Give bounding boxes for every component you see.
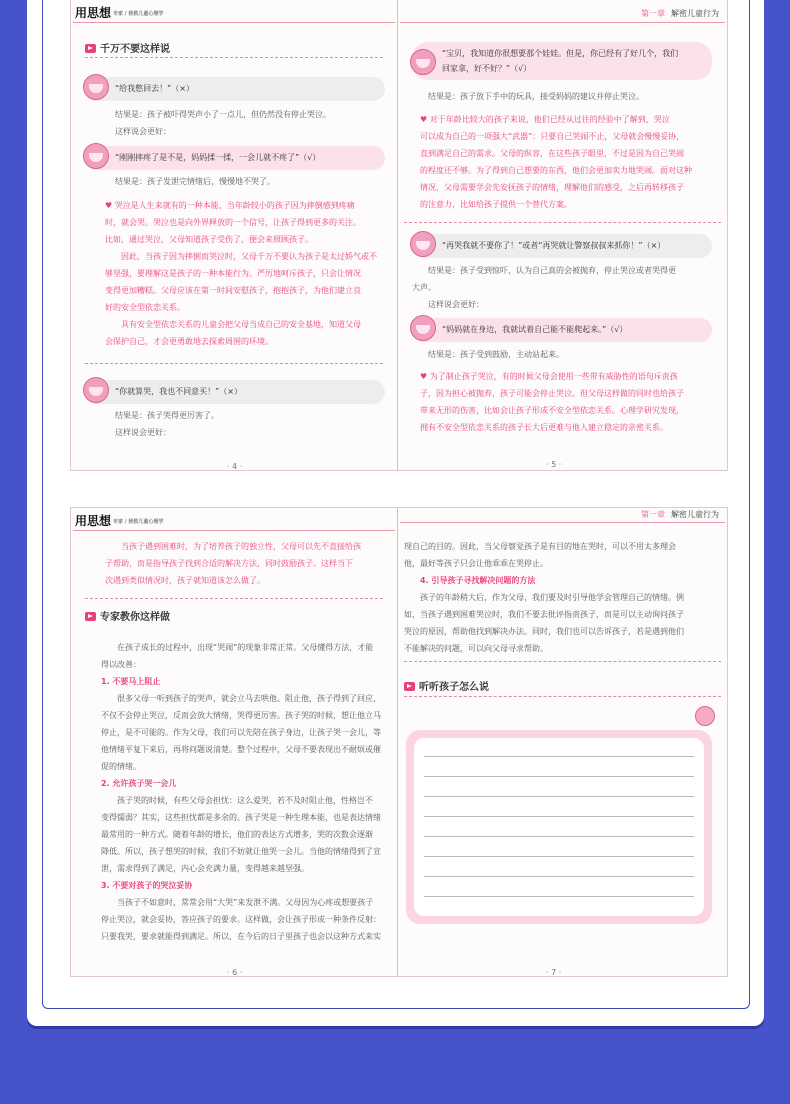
- child-face-icon: [83, 143, 109, 169]
- quote-bubble: “刚刚摔疼了是不是，妈妈揉一揉，一会儿就不疼了”（√）: [85, 146, 385, 170]
- divider: [85, 598, 383, 599]
- child-doodle-icon: [695, 706, 715, 726]
- divider: [404, 222, 721, 223]
- header-rule: [73, 22, 395, 23]
- heart-icon: ♥: [420, 115, 428, 124]
- intro-paragraph: 当孩子遇到困难时，为了培养孩子的独立性，父母可以先不直接给孩 子帮助，而是指导孩子找到合适的解决方法，同时鼓励孩子。这样当下 次遇到类似情况时，孩子就知道该怎么做了。: [105, 542, 361, 585]
- divider: [85, 363, 383, 364]
- subheading: 4. 引导孩子寻找解决问题的方法: [420, 576, 536, 585]
- quote-bubble: “再哭我就不要你了！”或者“再哭就让警察叔叔来抓你！”（×）: [412, 234, 712, 258]
- divider: [404, 661, 721, 662]
- subheading: 1. 不要马上阻止: [101, 677, 161, 686]
- page-4: [71, 0, 397, 470]
- play-icon: [85, 612, 96, 621]
- subheading: 2. 允许孩子哭一会儿: [101, 779, 177, 788]
- subheading: 3. 不要对孩子的哭泣妥协: [101, 881, 193, 890]
- divider: [85, 57, 383, 58]
- page-7: [398, 508, 727, 976]
- book-spread-top: [70, 0, 728, 471]
- tip-paragraph: ♥ 哭泣是人生来就有的一种本能，当年龄较小的孩子因为摔倒感到疼痛 时，就会哭。哭泣也是向外界释放的一个信号，让孩子得到更多的关注。 比如，通过哭泣，父母知道孩子受伤了，便会来照顾孩子。 因此，当孩子因为摔倒而哭泣时，父母千万不要认为孩子是太过娇气或不 够坚强，要理解这是孩子的一种本能行为。严厉地呵斥孩子，只会让情况 变得更加糟糕。父母应该在第一时间安慰孩子，抱抱孩子，为他们建立良 好的安全型依恋关系。 具有安全型依恋关系的儿童会把父母当成自己的安全基地，知道父母 会保护自己，才会更勇敢地去探索周围的环境。: [105, 201, 377, 346]
- header-rule: [400, 522, 725, 523]
- result-text: 结果是：孩子发泄完情绪后，慢慢地不哭了。: [115, 177, 275, 186]
- child-face-icon: [83, 74, 109, 100]
- section-title: 专家教你这样做: [85, 608, 170, 623]
- page-number: · 5 ·: [546, 460, 562, 469]
- divider: [404, 696, 721, 697]
- quote-bubble: “给我憋回去！”（×）: [85, 77, 385, 101]
- book-spread-bottom: [70, 507, 728, 977]
- heart-icon: ♥: [105, 201, 113, 210]
- tip-paragraph: ♥ 对于年龄比较大的孩子来说，他们已经从过往的经验中了解到，哭泣 可以成为自己的一项强大“武器”：只要自己哭闹不止，父母就会慢慢妥协， 直到满足自己的需求。父母的纵容，在这些孩子眼里，不过是因为自己哭闹 的程度还不够。为了得到自己想要的东西，他们会更加卖力地哭闹。面对这种 情况，父母需要学会先安抚孩子的情绪，理解他们的感受，之后再转移孩子 的注意力，比如给孩子提供一个替代方案。: [420, 115, 692, 209]
- child-face-icon: [83, 377, 109, 403]
- notes-paper: [414, 738, 704, 916]
- brand-logo: 用思想 专家 / 拯救儿童心理学: [75, 6, 164, 20]
- quote-bubble: “宝贝，我知道你很想要那个娃娃。但是，你已经有了好几个，我们 回家拿，好不好？”（√）: [412, 42, 712, 80]
- page-number: · 4 ·: [227, 462, 243, 471]
- page-number: · 7 ·: [546, 968, 562, 977]
- child-face-icon: [410, 49, 436, 75]
- result-text: 结果是：孩子放下手中的玩具，接受妈妈的建议并停止哭泣。: [428, 92, 644, 101]
- page-number: · 6 ·: [227, 968, 243, 977]
- brand-logo: 用思想 专家 / 拯救儿童心理学: [75, 514, 164, 528]
- page-5: [398, 0, 727, 470]
- quote-bubble: “妈妈就在身边，我就试着自己能不能爬起来。”（√）: [412, 318, 712, 342]
- result-text: 结果是：孩子受到惊吓，认为自己真的会被抛弃，停止哭泣或者哭得更 大声。 这样说会更好：: [412, 266, 676, 309]
- result-text: 结果是：孩子被吓得哭声小了一点儿，但仍然没有停止哭泣。 这样说会更好：: [115, 110, 331, 136]
- body-text: 在孩子成长的过程中，出现“哭闹”的现象非常正常。父母懂得方法，才能 得以改善： 1. 不要马上阻止 很多父母一听到孩子的哭声，就会立马去哄他、阻止他，孩子得到了回应， 不仅不会停止哭泣，反而会放大情绪，哭得更厉害。孩子哭的时候，想让他立马 停止，是不可能的。作为父母，我们可以先陪在孩子身边，让孩子哭一会儿，等 他情绪平复下来后，再将问题说清楚。整个过程中，父母不要表现出不耐烦或催 促的情绪。 2. 允许孩子哭一会儿 孩子哭的时候，有些父母会担忧：这么爱哭，若不及时阻止他，性格岂不 变得懦弱？其实，这些担忧都是多余的。孩子哭是一种生理本能，也是表达情绪 最常用的一种方式。随着年龄的增长，他们的表达方式增多，哭的次数会逐渐 降低。所以，孩子想哭的时候，我们不妨就让他哭一会儿。当他的情绪得到了宣 泄，需求得到了满足，内心会充满力量，变得越来越坚强。 3. 不要对孩子的哭泣妥协 当孩子不如意时，常常会用“大哭”来发泄不满。父母因为心疼或想要孩子 停止哭泣，就会妥协，答应孩子的要求。这样做，会让孩子形成一种条件反射： 只要我哭，要求就能得到满足。所以，在今后的日子里孩子也会以这种方式来实: [101, 639, 393, 945]
- section-title: 听听孩子怎么说: [404, 678, 489, 693]
- quote-bubble: “你就算哭，我也不同意买！”（×）: [85, 380, 385, 404]
- notes-box: [406, 730, 712, 924]
- result-text: 结果是：孩子哭得更厉害了。 这样说会更好：: [115, 411, 219, 437]
- body-text: 现自己的目的。因此，当父母察觉孩子是有目的地在哭时，可以不用太多理会 他，最好等孩子只会让他乖乖在哭停止。 4. 引导孩子寻找解决问题的方法 孩子的年龄稍大后，作为父母，我们要及时引导他学会管理自己的情绪。例 如，当孩子遇到困难哭泣时，我们不要去批评指责孩子，而是可以主动询问孩子 哭泣的原因，帮助他找到解决办法。同时，我们也可以告诉孩子，若是遇到他们 不能解决的问题，可以向父母寻求帮助。: [404, 538, 720, 657]
- tip-paragraph: ♥ 为了制止孩子哭泣，有的时候父母会使用一些带有威胁性的语句斥责孩 子，因为担心被抛弃，孩子可能会停止哭泣。但父母这样做的同时也给孩子 带来无形的伤害，比如会让孩子形成不安全型依恋关系。心理学研究发现， 拥有不安全型依恋关系的孩子长大后更难与他人建立稳定的亲密关系。: [420, 372, 684, 432]
- heart-icon: ♥: [420, 372, 428, 381]
- play-icon: [404, 682, 415, 691]
- header-rule: [400, 22, 725, 23]
- section-title: 千万不要这样说: [85, 40, 170, 55]
- page-6: [71, 508, 397, 976]
- child-face-icon: [410, 231, 436, 257]
- child-face-icon: [410, 315, 436, 341]
- play-icon: [85, 44, 96, 53]
- header-rule: [73, 530, 395, 531]
- result-text: 结果是：孩子受到鼓励，主动站起来。: [428, 350, 564, 359]
- chapter-header: 第一章 解密儿童行为: [641, 510, 719, 519]
- chapter-header: 第一章 解密儿童行为: [641, 9, 719, 18]
